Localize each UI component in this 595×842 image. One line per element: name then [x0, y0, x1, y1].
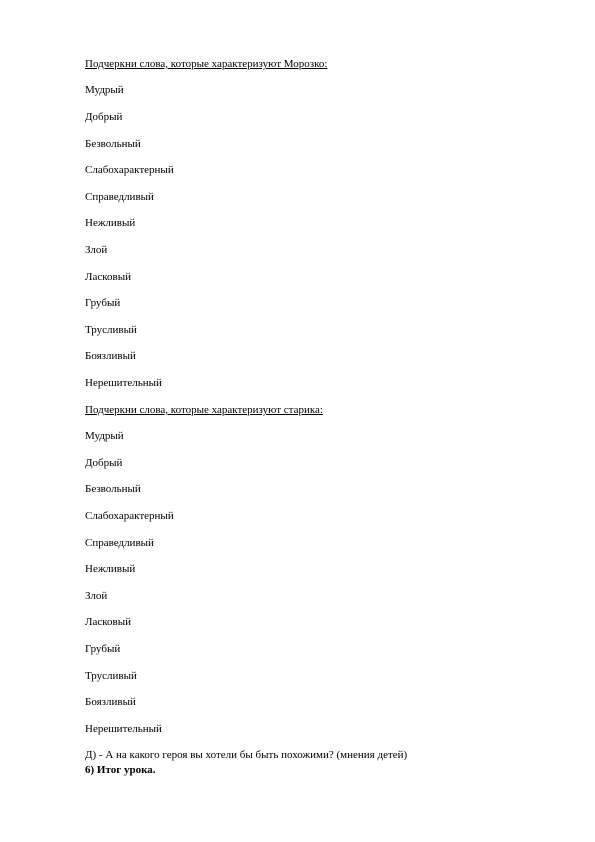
section2-word: Справедливый	[85, 537, 154, 549]
section2-word: Мудрый	[85, 430, 124, 442]
section1-word: Безвольный	[85, 138, 141, 150]
question-text: Д) - А на какого героя вы хотели бы быть похожими? (мнения детей)	[85, 749, 408, 761]
section2-word: Добрый	[85, 457, 123, 469]
section1-word: Мудрый	[85, 84, 124, 96]
section2-word: Злой	[85, 590, 108, 602]
section1-word: Боязливый	[85, 350, 136, 362]
section2-word: Трусливый	[85, 670, 137, 682]
section2-word: Слабохарактерный	[85, 510, 174, 522]
summary-heading: 6) Итог урока.	[85, 764, 156, 776]
section2-word: Боязливый	[85, 696, 136, 708]
section1-word: Трусливый	[85, 324, 137, 336]
section1-word: Справедливый	[85, 191, 154, 203]
section2-word: Безвольный	[85, 483, 141, 495]
section1-word: Грубый	[85, 297, 121, 309]
section1-word: Ласковый	[85, 271, 131, 283]
section1-word: Слабохарактерный	[85, 164, 174, 176]
section1-word: Нерешительный	[85, 377, 162, 389]
section2-word: Ласковый	[85, 616, 131, 628]
section2-word: Грубый	[85, 643, 121, 655]
section1-word: Нежливый	[85, 217, 136, 229]
section1-word: Злой	[85, 244, 108, 256]
section2-heading: Подчеркни слова, которые характеризуют старика:	[85, 404, 323, 416]
section2-word: Нерешительный	[85, 723, 162, 735]
section1-heading: Подчеркни слова, которые характеризуют Морозко:	[85, 58, 328, 70]
section2-word: Нежливый	[85, 563, 136, 575]
section1-word: Добрый	[85, 111, 123, 123]
